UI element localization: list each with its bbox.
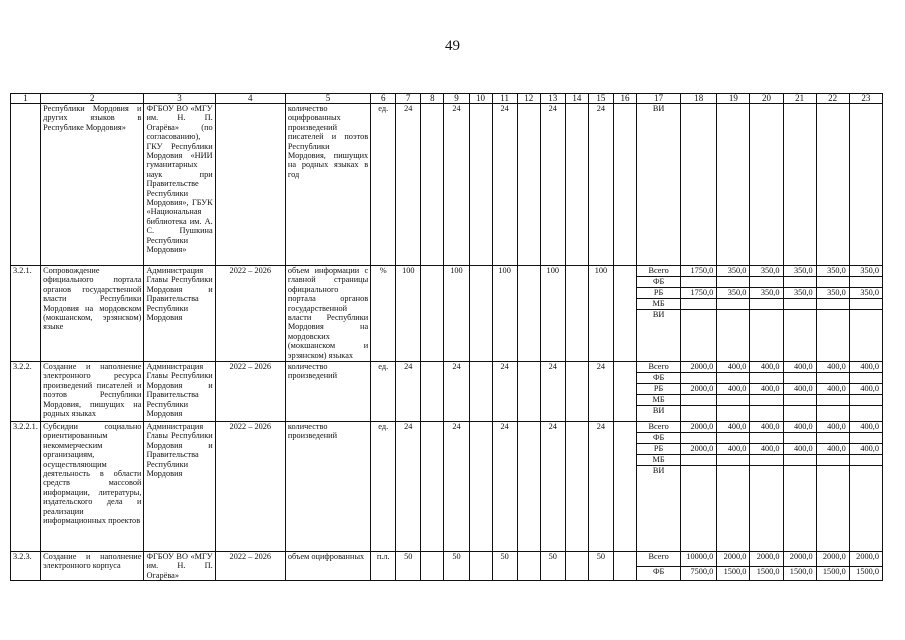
funding-source: ФБ [637,277,681,288]
indicator: объем оцифрованных [285,552,370,581]
indicator-value: 100 [396,266,421,362]
funding-amount: 2000,0 [750,552,783,567]
funding-amount [750,395,783,406]
funding-amount: 400,0 [717,362,750,373]
funding-amount [681,455,717,466]
column-header: 5 [285,94,370,104]
row-code: 3.2.1. [11,266,41,362]
funding-amount: 350,0 [717,288,750,299]
header-row [11,94,883,104]
period: 2022 – 2026 [215,422,285,552]
funding-amount [717,299,750,310]
funding-amount: 400,0 [717,384,750,395]
measure-name: Создание и наполнение электронного ресурса произведений писателей и поэтов Республики Мордовия, пишущих на родных языках [41,362,144,422]
funding-amount [816,373,849,384]
funding-amount [717,310,750,362]
funding-source: МБ [637,455,681,466]
indicator-value [517,266,540,362]
funding-amount [849,277,882,288]
funding-amount [849,299,882,310]
funding-amount [717,104,750,266]
column-header: 12 [517,94,540,104]
table-row [11,104,883,266]
table-row [11,552,883,567]
funding-source: РБ [637,288,681,299]
funding-amount: 2000,0 [816,552,849,567]
indicator-value [469,362,492,422]
funding-source: ФБ [637,566,681,581]
table-row [11,266,883,277]
funding-source: РБ [637,384,681,395]
funding-amount: 2000,0 [849,552,882,567]
funding-amount: 400,0 [750,422,783,433]
row-code: 3.2.2.1. [11,422,41,552]
funding-amount: 400,0 [849,362,882,373]
funding-amount: 10000,0 [681,552,717,567]
funding-amount: 400,0 [816,444,849,455]
funding-amount [816,277,849,288]
row-code [11,104,41,266]
funding-amount [816,395,849,406]
funding-amount [816,455,849,466]
funding-amount [816,104,849,266]
funding-amount: 1500,0 [816,566,849,581]
funding-amount [783,277,816,288]
unit: ед. [371,422,396,552]
indicator-value [421,362,444,422]
funding-source: ФБ [637,433,681,444]
funding-amount [849,466,882,552]
indicator-value: 24 [396,362,421,422]
unit: % [371,266,396,362]
funding-amount [750,455,783,466]
funding-amount: 350,0 [816,288,849,299]
indicator-value: 24 [588,422,613,552]
indicator-value: 24 [396,422,421,552]
funding-amount: 400,0 [750,384,783,395]
indicator-value: 24 [396,104,421,266]
funding-amount [783,395,816,406]
indicator-value [517,104,540,266]
indicator-value: 24 [540,422,565,552]
funding-amount [849,395,882,406]
funding-amount [750,373,783,384]
funding-amount: 7500,0 [681,566,717,581]
funding-amount: 2000,0 [783,552,816,567]
indicator: объем информации с главной страницы официального портала органов государственной власти Республики Мордовия на мордовских (мокшанском и эрзянском) языках [285,266,370,362]
funding-amount: 350,0 [849,266,882,277]
funding-amount: 1750,0 [681,288,717,299]
indicator-value: 100 [444,266,469,362]
column-header: 14 [565,94,588,104]
funding-amount [783,373,816,384]
funding-amount [783,406,816,422]
funding-source: МБ [637,299,681,310]
funding-amount [717,466,750,552]
indicator-value: 24 [492,104,517,266]
indicator-value: 50 [540,552,565,581]
indicator: количество произведений [285,362,370,422]
indicator-value [469,552,492,581]
funding-source: Всего [637,362,681,373]
indicator-value [469,422,492,552]
indicator-value: 50 [492,552,517,581]
indicator-value [613,266,636,362]
column-header: 10 [469,94,492,104]
funding-amount: 350,0 [750,266,783,277]
funding-amount [681,104,717,266]
column-header: 8 [421,94,444,104]
funding-amount [681,406,717,422]
funding-amount [783,455,816,466]
indicator: количество оцифрованных произведений писателей и поэтов Республики Мордовия, пишущих на родных языках в год [285,104,370,266]
funding-amount [717,455,750,466]
page-number: 49 [445,38,460,54]
unit: п.л. [371,552,396,581]
column-header: 17 [637,94,681,104]
measure-name: Сопровождение официального портала органов государственной власти Республики Мордовия на мордовском (мокшанском, эрзянском) языке [41,266,144,362]
indicator-value: 50 [396,552,421,581]
funding-amount: 1500,0 [750,566,783,581]
executor: ФГБОУ ВО «МГУ им. Н. П. Огарёва» (по согласованию), ГКУ Республики Мордовия «НИИ гуманитарных наук при Правительстве Республики Мордовия», ГБУК «Национальная библиотека им. А. С. Пушкина Республики Мордовия» [144,104,215,266]
measure-name: Создание и наполнение электронного корпуса [41,552,144,581]
indicator-value: 50 [588,552,613,581]
column-header: 19 [717,94,750,104]
column-header: 11 [492,94,517,104]
indicator-value: 24 [492,422,517,552]
column-header: 13 [540,94,565,104]
indicator-value: 24 [444,362,469,422]
funding-amount: 400,0 [849,444,882,455]
funding-amount [681,373,717,384]
column-header: 21 [783,94,816,104]
column-header: 22 [816,94,849,104]
funding-amount [717,277,750,288]
funding-amount [750,433,783,444]
funding-source: ВИ [637,466,681,552]
funding-amount: 400,0 [849,422,882,433]
measure-name: Субсидии социально ориентированным некоммерческим организациям, осуществляющим деятельность в области средств массовой информации, литературы, издательского дела и реализации информационных проектов [41,422,144,552]
funding-amount [783,466,816,552]
funding-amount: 2000,0 [681,444,717,455]
indicator-value: 50 [444,552,469,581]
funding-amount: 400,0 [849,384,882,395]
indicator-value [613,422,636,552]
period: 2022 – 2026 [215,266,285,362]
table-row [11,362,883,373]
funding-amount: 350,0 [783,266,816,277]
indicator-value: 24 [444,422,469,552]
funding-amount [816,433,849,444]
funding-amount: 1500,0 [849,566,882,581]
funding-amount: 400,0 [783,362,816,373]
column-header: 16 [613,94,636,104]
funding-amount [750,406,783,422]
indicator-value [421,104,444,266]
funding-amount [750,104,783,266]
funding-source: Всего [637,266,681,277]
funding-amount [783,310,816,362]
column-header: 23 [849,94,882,104]
funding-amount [783,104,816,266]
executor: Администрация Главы Республики Мордовия и Правительства Республики Мордовия [144,422,215,552]
column-header: 4 [215,94,285,104]
funding-amount [681,466,717,552]
indicator-value: 24 [540,362,565,422]
indicator-value [421,266,444,362]
indicator-value [613,362,636,422]
unit: ед. [371,104,396,266]
row-code: 3.2.2. [11,362,41,422]
column-header: 6 [371,94,396,104]
indicator-value: 24 [444,104,469,266]
indicator-value: 100 [540,266,565,362]
funding-amount [750,277,783,288]
funding-amount [681,395,717,406]
column-header: 15 [588,94,613,104]
funding-amount: 350,0 [717,266,750,277]
funding-amount [816,466,849,552]
funding-amount [717,406,750,422]
funding-source: ВИ [637,310,681,362]
column-header: 9 [444,94,469,104]
indicator-value [613,104,636,266]
funding-amount: 400,0 [717,444,750,455]
indicator-value: 24 [588,104,613,266]
funding-amount [750,466,783,552]
indicator-value [469,104,492,266]
funding-amount [783,299,816,310]
indicator-value [517,422,540,552]
funding-amount: 350,0 [783,288,816,299]
funding-amount: 400,0 [783,384,816,395]
funding-amount [849,455,882,466]
funding-amount: 400,0 [783,422,816,433]
column-header: 20 [750,94,783,104]
indicator-value [565,552,588,581]
funding-amount: 350,0 [750,288,783,299]
indicator-value [565,422,588,552]
funding-amount [717,373,750,384]
funding-amount [783,433,816,444]
funding-source: ВИ [637,406,681,422]
indicator-value [613,552,636,581]
funding-amount [681,310,717,362]
indicator-value [469,266,492,362]
executor: Администрация Главы Республики Мордовия и Правительства Республики Мордовия [144,362,215,422]
funding-amount [816,299,849,310]
indicator-value [421,552,444,581]
unit: ед. [371,362,396,422]
funding-amount [849,406,882,422]
funding-amount: 2000,0 [681,384,717,395]
funding-amount: 400,0 [750,362,783,373]
funding-amount [849,373,882,384]
column-header: 3 [144,94,215,104]
funding-amount [816,406,849,422]
funding-amount: 350,0 [816,266,849,277]
executor: ФГБОУ ВО «МГУ им. Н. П. Огарёва» [144,552,215,581]
funding-amount: 400,0 [717,422,750,433]
funding-amount: 400,0 [816,362,849,373]
funding-source: ВИ [637,104,681,266]
funding-amount [750,299,783,310]
indicator-value [565,266,588,362]
funding-amount: 400,0 [750,444,783,455]
indicator-value [421,422,444,552]
column-header: 18 [681,94,717,104]
funding-amount: 350,0 [849,288,882,299]
funding-amount: 1750,0 [681,266,717,277]
indicator-value: 100 [588,266,613,362]
indicator-value: 24 [492,362,517,422]
measure-name: Республики Мордовия и других языков в Республике Мордовия» [41,104,144,266]
column-header: 1 [11,94,41,104]
funding-amount [681,277,717,288]
funding-amount [849,104,882,266]
funding-amount [681,433,717,444]
funding-amount: 1500,0 [717,566,750,581]
column-header: 2 [41,94,144,104]
funding-amount [750,310,783,362]
funding-amount: 400,0 [816,422,849,433]
funding-amount: 2000,0 [681,422,717,433]
funding-source: Всего [637,552,681,567]
funding-source: РБ [637,444,681,455]
indicator-value: 24 [588,362,613,422]
funding-amount [717,433,750,444]
indicator-value: 100 [492,266,517,362]
executor: Администрация Главы Республики Мордовия и Правительства Республики Мордовия [144,266,215,362]
indicator-value [517,552,540,581]
funding-amount: 2000,0 [681,362,717,373]
table-row [11,422,883,433]
funding-amount [849,310,882,362]
funding-amount: 2000,0 [717,552,750,567]
funding-amount: 400,0 [816,384,849,395]
funding-amount [816,310,849,362]
indicator-value [517,362,540,422]
period [215,104,285,266]
funding-amount [849,433,882,444]
row-code: 3.2.3. [11,552,41,581]
funding-source: Всего [637,422,681,433]
period: 2022 – 2026 [215,552,285,581]
column-header: 7 [396,94,421,104]
indicator-value: 24 [540,104,565,266]
funding-amount [717,395,750,406]
funding-amount [681,299,717,310]
indicator-value [565,104,588,266]
funding-amount: 1500,0 [783,566,816,581]
indicator: количество произведений [285,422,370,552]
funding-source: ФБ [637,373,681,384]
funding-amount: 400,0 [783,444,816,455]
funding-source: МБ [637,395,681,406]
period: 2022 – 2026 [215,362,285,422]
indicator-value [565,362,588,422]
program-table [10,93,883,581]
